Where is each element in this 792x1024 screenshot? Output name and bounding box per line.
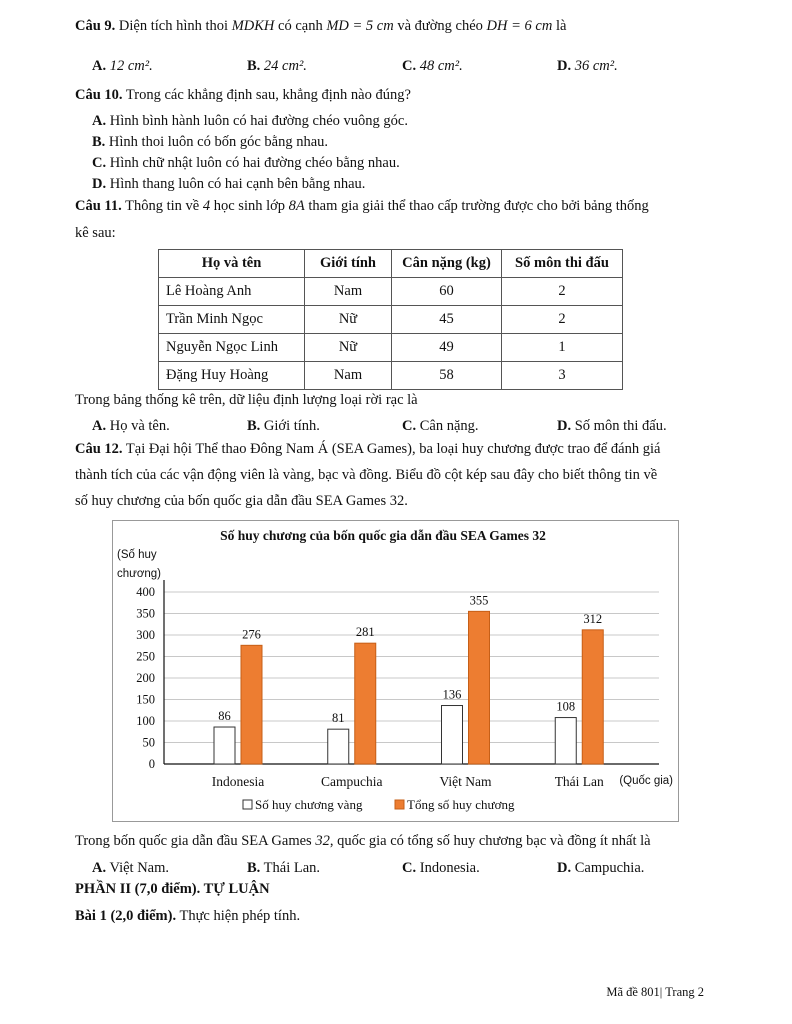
q9-text-b: có cạnh: [278, 18, 323, 34]
q12-stem-line3: số huy chương của bốn quốc gia dẫn đầu SEA Games 32.: [75, 493, 408, 509]
legend-swatch: [395, 800, 404, 809]
table-header: Họ và tên: [159, 250, 305, 278]
table-row: [159, 278, 623, 306]
y-tick-label: 350: [136, 606, 155, 621]
bar: [241, 645, 262, 764]
table-cell: 58: [392, 362, 502, 390]
table-cell: Nguyễn Ngọc Linh: [159, 334, 305, 362]
q10-option-a[interactable]: A. Hình bình hành luôn có hai đường chéo vuông góc.: [92, 113, 408, 129]
q12-option-a[interactable]: A. Việt Nam.: [92, 860, 170, 876]
q11-table: [158, 249, 623, 390]
medal-chart-svg: [113, 521, 678, 821]
q11-label: Câu 11.: [75, 198, 122, 214]
q11-option-a[interactable]: A. Họ và tên.: [92, 418, 170, 434]
x-tick-label: Thái Lan: [554, 774, 604, 789]
data-label: 108: [556, 699, 576, 714]
data-label: 86: [218, 709, 231, 724]
bar: [214, 727, 235, 764]
y-tick-label: 150: [136, 692, 155, 707]
part2-title: PHẦN II (7,0 điểm). TỰ LUẬN: [75, 881, 270, 897]
y-tick-label: 300: [136, 628, 155, 642]
data-label: 136: [442, 687, 462, 702]
table-cell: 45: [392, 306, 502, 334]
table-cell: 2: [502, 306, 623, 334]
q9-diagonal: DH = 6 cm: [486, 18, 553, 34]
q9-stem: [75, 18, 566, 35]
legend-label: Tổng số huy chương: [407, 797, 515, 812]
y-axis-label: chương): [117, 568, 162, 580]
q10-text: Trong các khẳng định sau, khẳng định nào đúng?: [125, 87, 411, 103]
q9-option-a[interactable]: A. 12 cm².: [92, 58, 153, 74]
q9-side: MD = 5 cm: [326, 18, 394, 34]
y-tick-label: 100: [136, 714, 155, 728]
table-cell: Lê Hoàng Anh: [159, 278, 305, 306]
q11-option-d[interactable]: D. Số môn thi đấu.: [557, 418, 667, 434]
table-cell: 1: [502, 334, 623, 362]
table-cell: Nam: [305, 278, 392, 306]
x-axis-label: (Quốc gia): [619, 775, 673, 787]
table-row: [159, 334, 623, 362]
x-tick-label: Việt Nam: [439, 774, 492, 789]
table-cell: Nữ: [305, 306, 392, 334]
table-header: Cân nặng (kg): [392, 250, 502, 278]
q9-option-c[interactable]: C. 48 cm².: [402, 58, 463, 74]
legend-label: Số huy chương vàng: [255, 797, 363, 812]
data-label: 312: [583, 611, 603, 626]
medal-chart: [112, 520, 679, 822]
table-header: Số môn thi đấu: [502, 250, 623, 278]
table-cell: Nữ: [305, 334, 392, 362]
bar: [469, 611, 490, 764]
q11-stem-line1: Câu 11. Thông tin về 4 học sinh lớp 8A tham gia giải thể thao cấp trường được cho bởi bảng thống: [75, 198, 649, 214]
q12-stem-line2: thành tích của các vận động viên là vàng, bạc và đồng. Biểu đồ cột kép sau đây cho biết thông tin về: [75, 467, 658, 483]
table-cell: 49: [392, 334, 502, 362]
table-cell: Trần Minh Ngọc: [159, 306, 305, 334]
data-label: 276: [242, 627, 261, 642]
q11-stem-line2: kê sau:: [75, 225, 116, 241]
q12-label: Câu 12.: [75, 441, 123, 457]
bar: [328, 729, 349, 764]
page-footer: Mã đề 801| Trang 2: [606, 985, 704, 999]
q12-option-c[interactable]: C. Indonesia.: [402, 860, 480, 876]
q9-option-d[interactable]: D. 36 cm².: [557, 58, 618, 74]
bar: [555, 718, 576, 764]
y-tick-label: 400: [136, 585, 155, 599]
q9-label: Câu 9.: [75, 18, 116, 34]
q10-option-c[interactable]: C. Hình chữ nhật luôn có hai đường chéo bằng nhau.: [92, 155, 400, 171]
q10-stem: [75, 87, 411, 104]
q9-text-a: Diện tích hình thoi: [118, 18, 229, 34]
table-cell: 60: [392, 278, 502, 306]
y-tick-label: 250: [136, 649, 155, 664]
data-label: 281: [355, 625, 375, 640]
x-tick-label: Indonesia: [211, 774, 265, 789]
bar: [582, 630, 603, 764]
q10-label: Câu 10.: [75, 87, 123, 103]
y-tick-label: 50: [142, 735, 155, 750]
q11-option-b[interactable]: B. Giới tính.: [247, 418, 320, 434]
data-label: 355: [469, 593, 489, 608]
bar: [442, 706, 463, 764]
q12-question: Trong bốn quốc gia dẫn đầu SEA Games 32, quốc gia có tổng số huy chương bạc và đồng ít nhất là: [75, 833, 651, 849]
q12-stem-line1: Câu 12. Tại Đại hội Thể thao Đông Nam Á (SEA Games), ba loại huy chương được trao để đánh giá: [75, 441, 661, 457]
table-cell: 2: [502, 278, 623, 306]
table-cell: Nam: [305, 362, 392, 390]
table-cell: Đặng Huy Hoàng: [159, 362, 305, 390]
table-row: [159, 362, 623, 390]
y-tick-label: 200: [136, 671, 155, 685]
q9-text-c: và đường chéo: [397, 18, 483, 34]
bar: [355, 643, 376, 764]
q10-option-b[interactable]: B. Hình thoi luôn có bốn góc bằng nhau.: [92, 134, 329, 150]
q11-option-c[interactable]: C. Cân nặng.: [402, 418, 479, 434]
chart-title: Số huy chương của bốn quốc gia dẫn đầu SEA Games 32: [220, 528, 546, 543]
table-header-row: [159, 250, 623, 278]
table-cell: 3: [502, 362, 623, 390]
y-axis-label: (Số huy: [117, 549, 157, 561]
bai1: [75, 908, 300, 925]
table-header: Giới tính: [305, 250, 392, 278]
x-tick-label: Campuchia: [321, 774, 383, 789]
legend-swatch: [243, 800, 252, 809]
q9-option-b[interactable]: B. 24 cm².: [247, 58, 307, 74]
q9-shape: MDKH: [231, 18, 275, 34]
q12-option-d[interactable]: D. Campuchia.: [557, 860, 645, 876]
bai1-label: Bài 1 (2,0 điểm).: [75, 908, 177, 924]
y-tick-label: 0: [148, 757, 155, 771]
q10-option-d[interactable]: D. Hình thang luôn có hai cạnh bên bằng nhau.: [92, 176, 366, 192]
data-label: 81: [332, 711, 345, 726]
q9-text-d: là: [555, 18, 567, 34]
bai1-text: Thực hiện phép tính.: [179, 908, 301, 924]
q12-option-b[interactable]: B. Thái Lan.: [247, 860, 321, 876]
q11-question: Trong bảng thống kê trên, dữ liệu định lượng loại rời rạc là: [75, 392, 418, 408]
table-row: [159, 306, 623, 334]
